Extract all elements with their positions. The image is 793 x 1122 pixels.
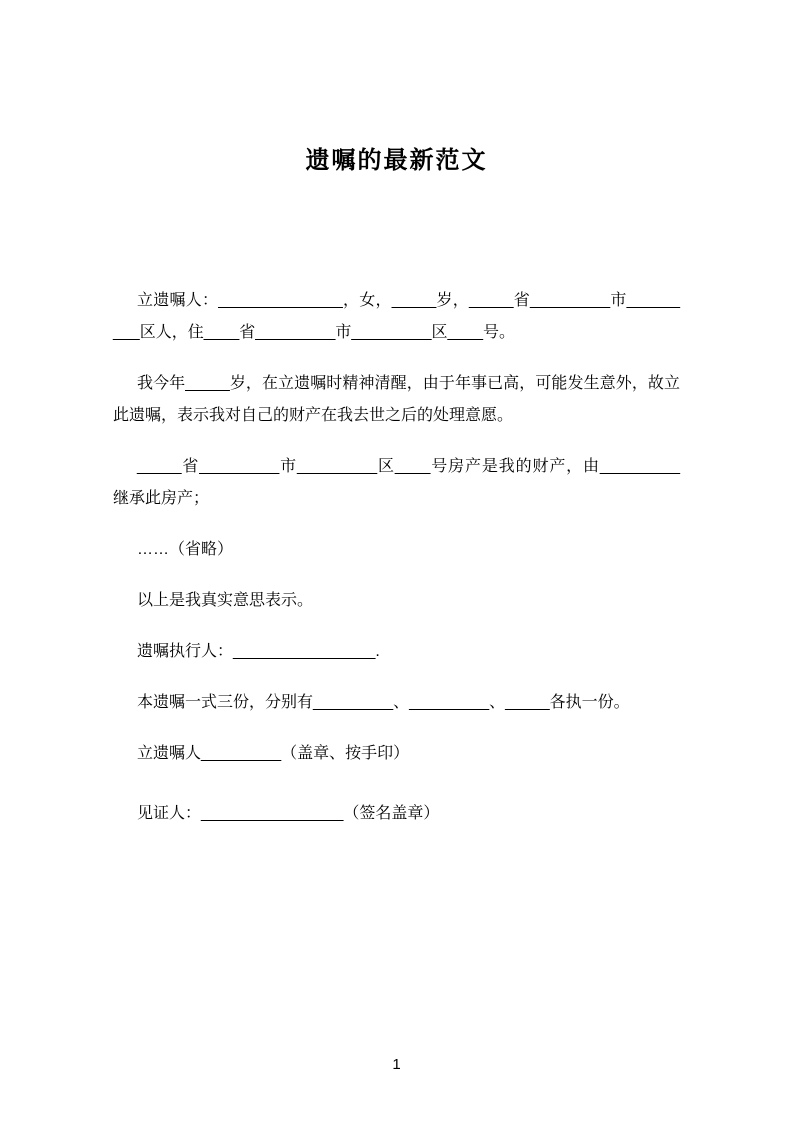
paragraph-true-intent: 以上是我真实意思表示。 [137, 592, 314, 609]
page-number: 1 [392, 1056, 401, 1073]
paragraph-executor: 遗嘱执行人：________________. [137, 643, 380, 660]
paragraph-mental-state: 我今年_____岁，在立遗嘱时精神清醒，由于年事已高，可能发生意外，故立此遗嘱，表示我对自己的财产在我去世之后的处理意愿。 [113, 375, 680, 424]
paragraph-ellipsis-omitted: ……（省略） [137, 541, 234, 558]
document-title: 遗嘱的最新范文 [305, 147, 488, 174]
paragraph-testator-identity: 立遗嘱人：______________，女，_____岁，_____省_________市_________区人，住____省_________市_________区____号。 [113, 292, 680, 341]
paragraph-copies: 本遗嘱一式三份，分别有_________、_________、_____各执一份。 [137, 694, 630, 711]
paragraph-witness-signature: 见证人：________________（签名盖章） [137, 805, 440, 822]
paragraph-property-disposition: _____省_________市_________区____号房产是我的财产，由_________继承此房产； [113, 458, 680, 507]
paragraph-testator-signature: 立遗嘱人_________（盖章、按手印） [137, 745, 410, 762]
